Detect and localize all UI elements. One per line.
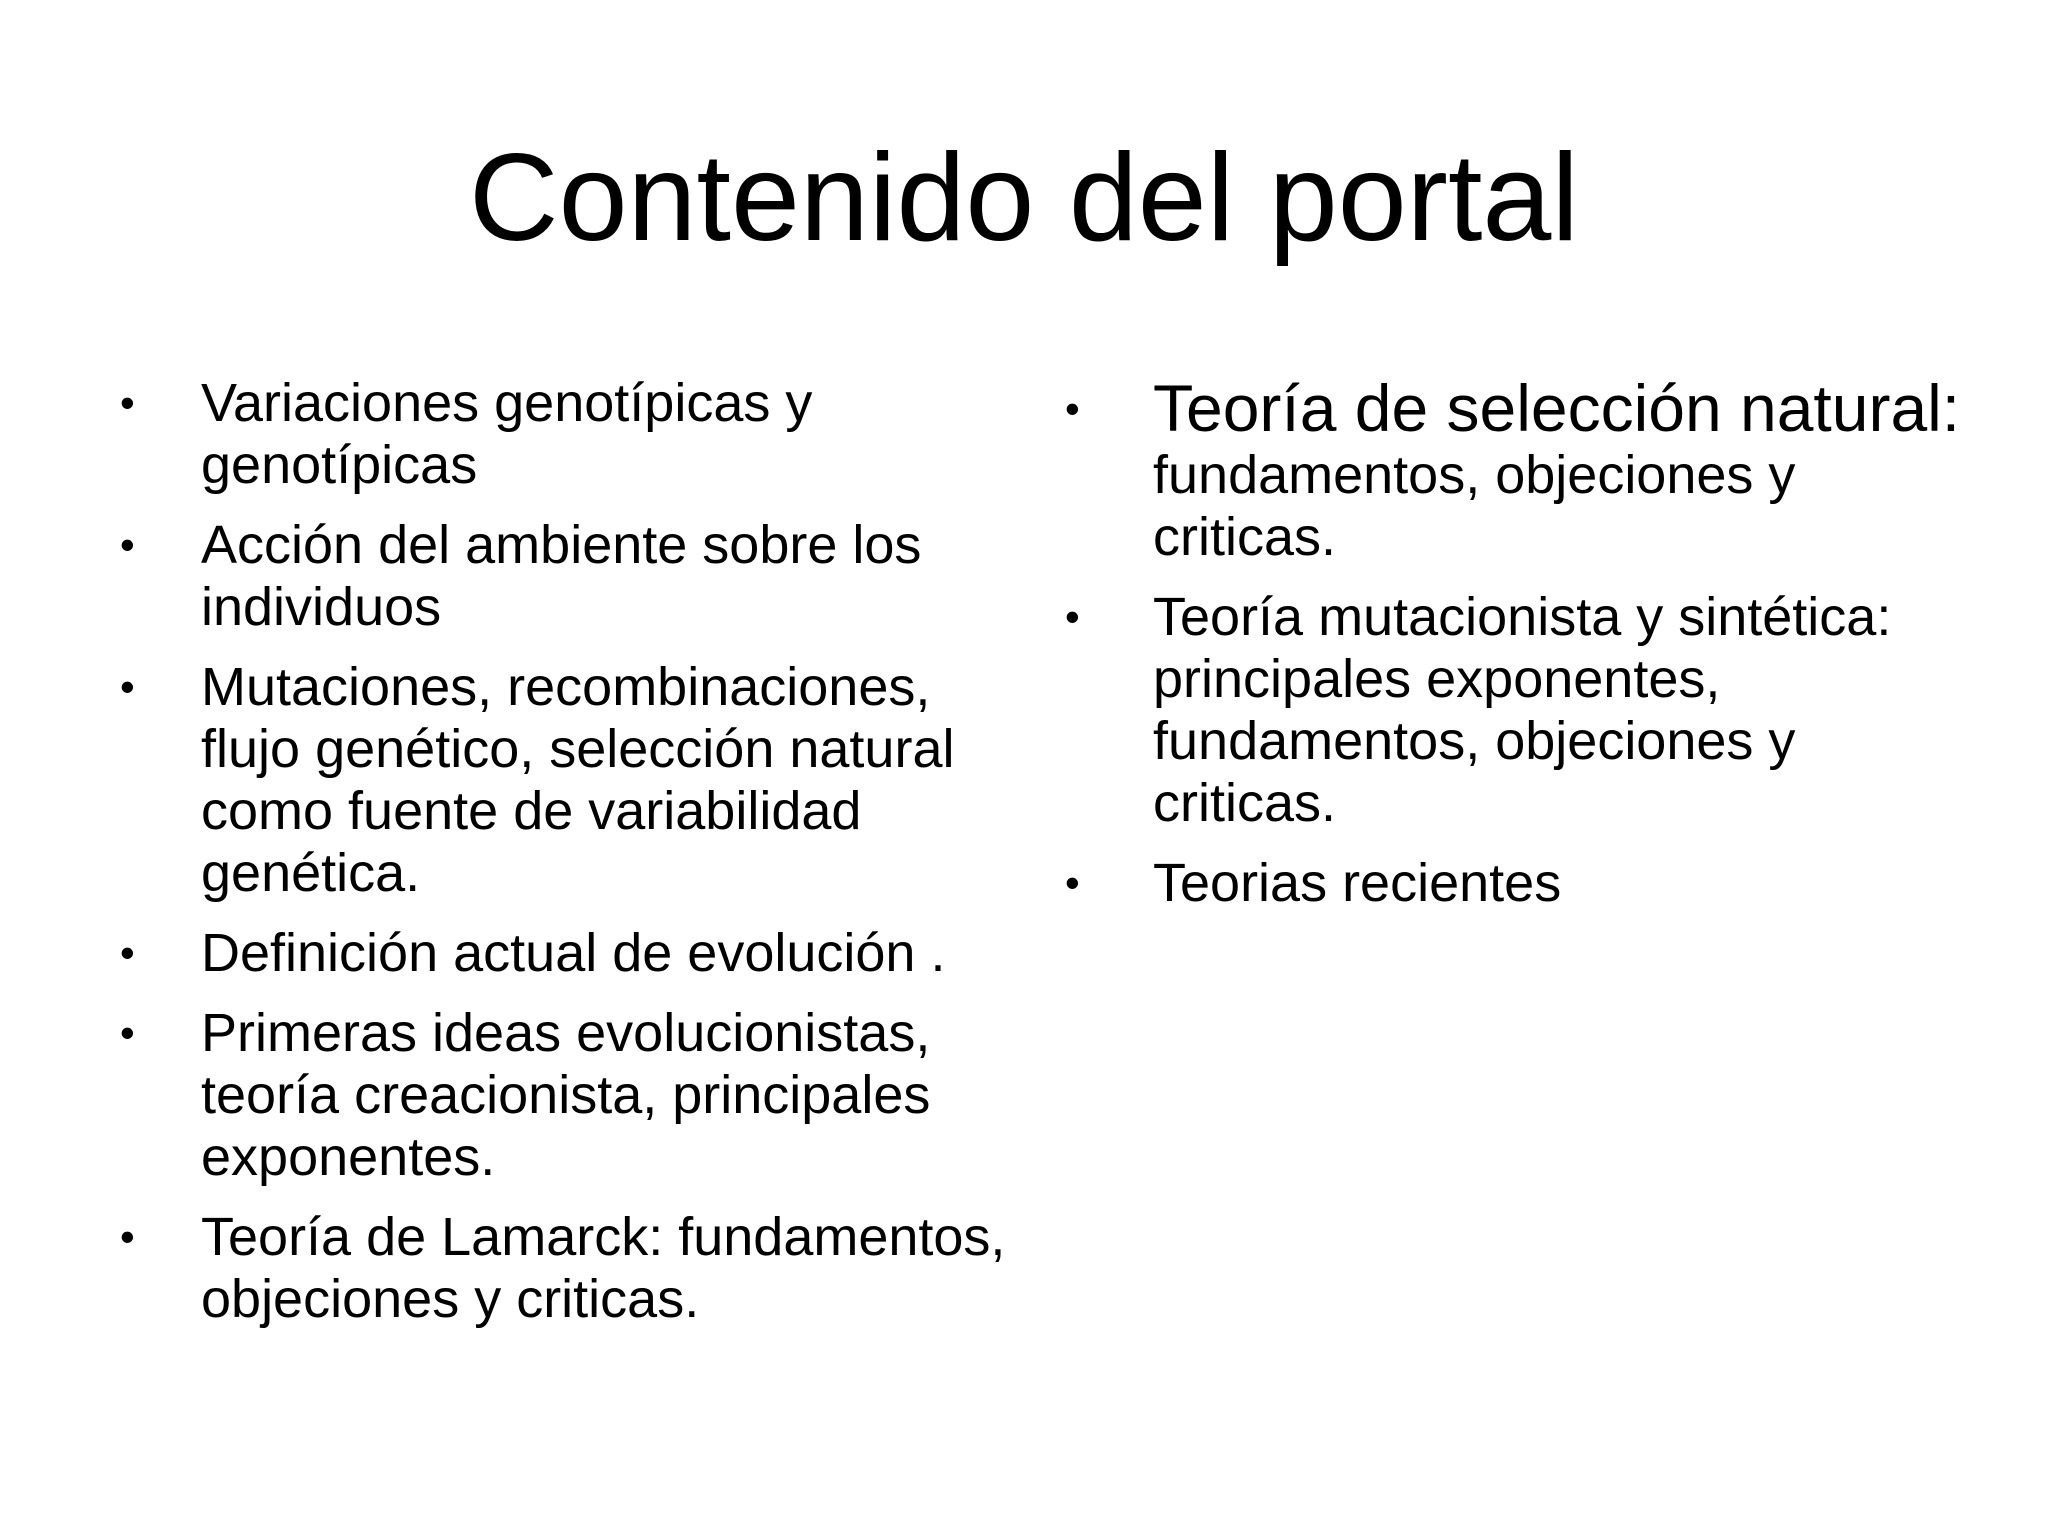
list-item-text: Mutaciones, recombinaciones, flujo genético, selección natural como fuente de variabilidad genética. [201, 657, 955, 903]
list-item [1065, 852, 1985, 914]
bullet-icon: • [120, 521, 135, 568]
list-item-text: fundamentos, objeciones y criticas. [1153, 445, 1796, 567]
left-bullet-list [120, 372, 1020, 1348]
bullet-icon: • [120, 379, 135, 426]
list-item [120, 1206, 1020, 1330]
list-item-text: Acción del ambiente sobre los individuos [201, 515, 922, 637]
list-item-heading: Teoría de selección natural: [1153, 371, 1961, 445]
list-item [120, 514, 1020, 638]
slide-title: Contenido del portal [469, 129, 1579, 267]
list-item-text: Variaciones genotípicas y genotípicas [201, 373, 813, 495]
list-item [1065, 586, 1985, 834]
list-item-text: Teoría mutacionista y sintética: principales exponentes, fundamentos, objeciones y criticas. [1153, 587, 1892, 833]
list-item-text: Teoría de Lamarck: fundamentos, objeciones y criticas. [201, 1207, 1006, 1329]
list-item [1065, 372, 1985, 568]
list-item [120, 656, 1020, 904]
bullet-icon: • [120, 1213, 135, 1260]
list-item-text: Definición actual de evolución . [201, 923, 946, 983]
bullet-icon: • [1065, 385, 1080, 432]
bullet-icon: • [120, 1009, 135, 1056]
list-item [120, 1002, 1020, 1188]
bullet-icon: • [120, 929, 135, 976]
list-item [120, 922, 1020, 984]
list-item-text: Teorias recientes [1153, 853, 1562, 913]
right-bullet-list [1065, 372, 1985, 932]
list-item [120, 372, 1020, 496]
bullet-icon: • [1065, 593, 1080, 640]
bullet-icon: • [1065, 859, 1080, 906]
bullet-icon: • [120, 663, 135, 710]
list-item-text: Primeras ideas evolucionistas, teoría creacionista, principales exponentes. [201, 1003, 931, 1187]
